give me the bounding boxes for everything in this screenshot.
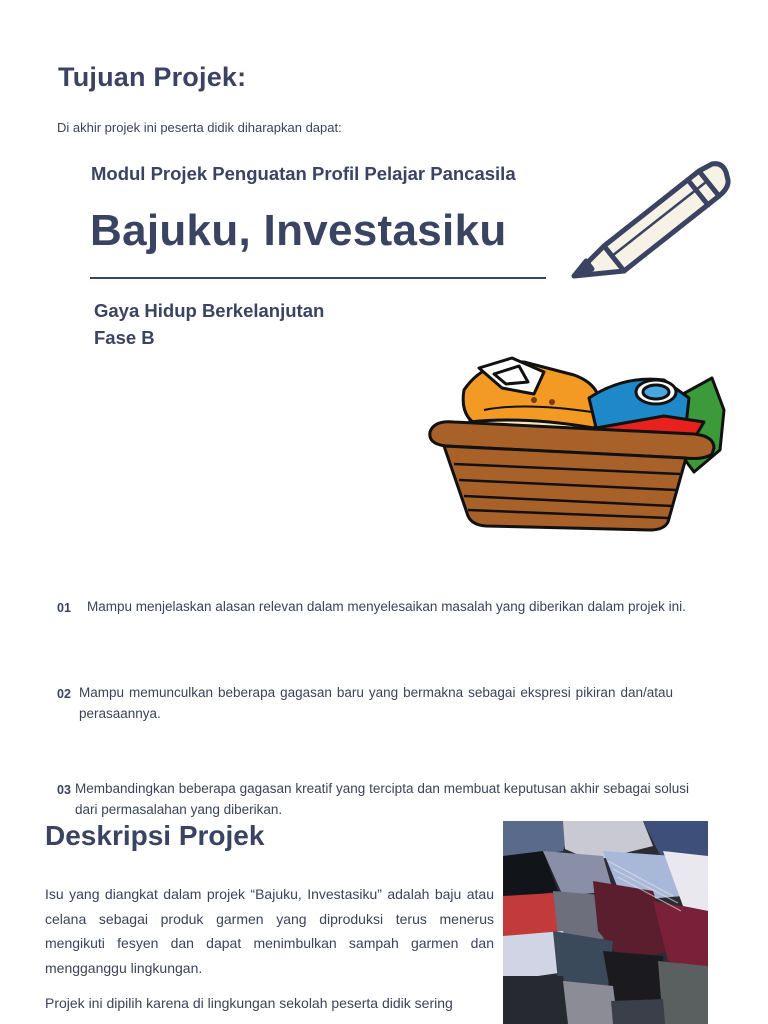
- goal-text: Mampu menjelaskan alasan relevan dalam menyelesaikan masalah yang diberikan dalam projek ini.: [87, 599, 686, 614]
- deskripsi-paragraph: Projek ini dipilih karena di lingkungan sekolah peserta didik sering: [45, 995, 453, 1011]
- pencil-icon: [566, 160, 732, 284]
- title-divider: [90, 277, 546, 279]
- tujuan-heading: Tujuan Projek:: [58, 62, 247, 92]
- goal-number: 01: [57, 601, 71, 615]
- goal-item: [57, 682, 677, 726]
- goal-item: [57, 778, 691, 822]
- goal-text: Mampu memunculkan beberapa gagasan baru yang bermakna sebagai ekspresi pikiran dan/atau perasaannya.: [79, 685, 673, 721]
- project-phase: Fase B: [94, 327, 155, 348]
- clothes-pile-photo: [503, 821, 708, 1024]
- goal-number: 02: [57, 687, 71, 701]
- goal-text: Membandingkan beberapa gagasan kreatif yang tercipta dan membuat keputusan akhir sebagai solusi dari permasalahan yang diberikan.: [75, 781, 689, 817]
- tujuan-intro-text: Di akhir projek ini peserta didik diharapkan dapat:: [57, 120, 342, 135]
- goal-item: [57, 596, 689, 640]
- goal-number: 03: [57, 783, 71, 797]
- module-title: Modul Projek Penguatan Profil Pelajar Pancasila: [91, 163, 516, 184]
- deskripsi-paragraph: Isu yang diangkat dalam projek “Bajuku, Investasiku” adalah baju atau celana sebagai produk garmen yang diproduksi terus menerus mengikuti fesyen dan dapat menimbulkan sampah garmen dan mengganggu lingkungan.: [45, 886, 494, 976]
- deskripsi-heading: Deskripsi Projek: [45, 820, 265, 851]
- laundry-basket-illustration: [424, 350, 730, 532]
- project-title: Bajuku, Investasiku: [90, 206, 507, 255]
- project-theme: Gaya Hidup Berkelanjutan: [94, 300, 325, 321]
